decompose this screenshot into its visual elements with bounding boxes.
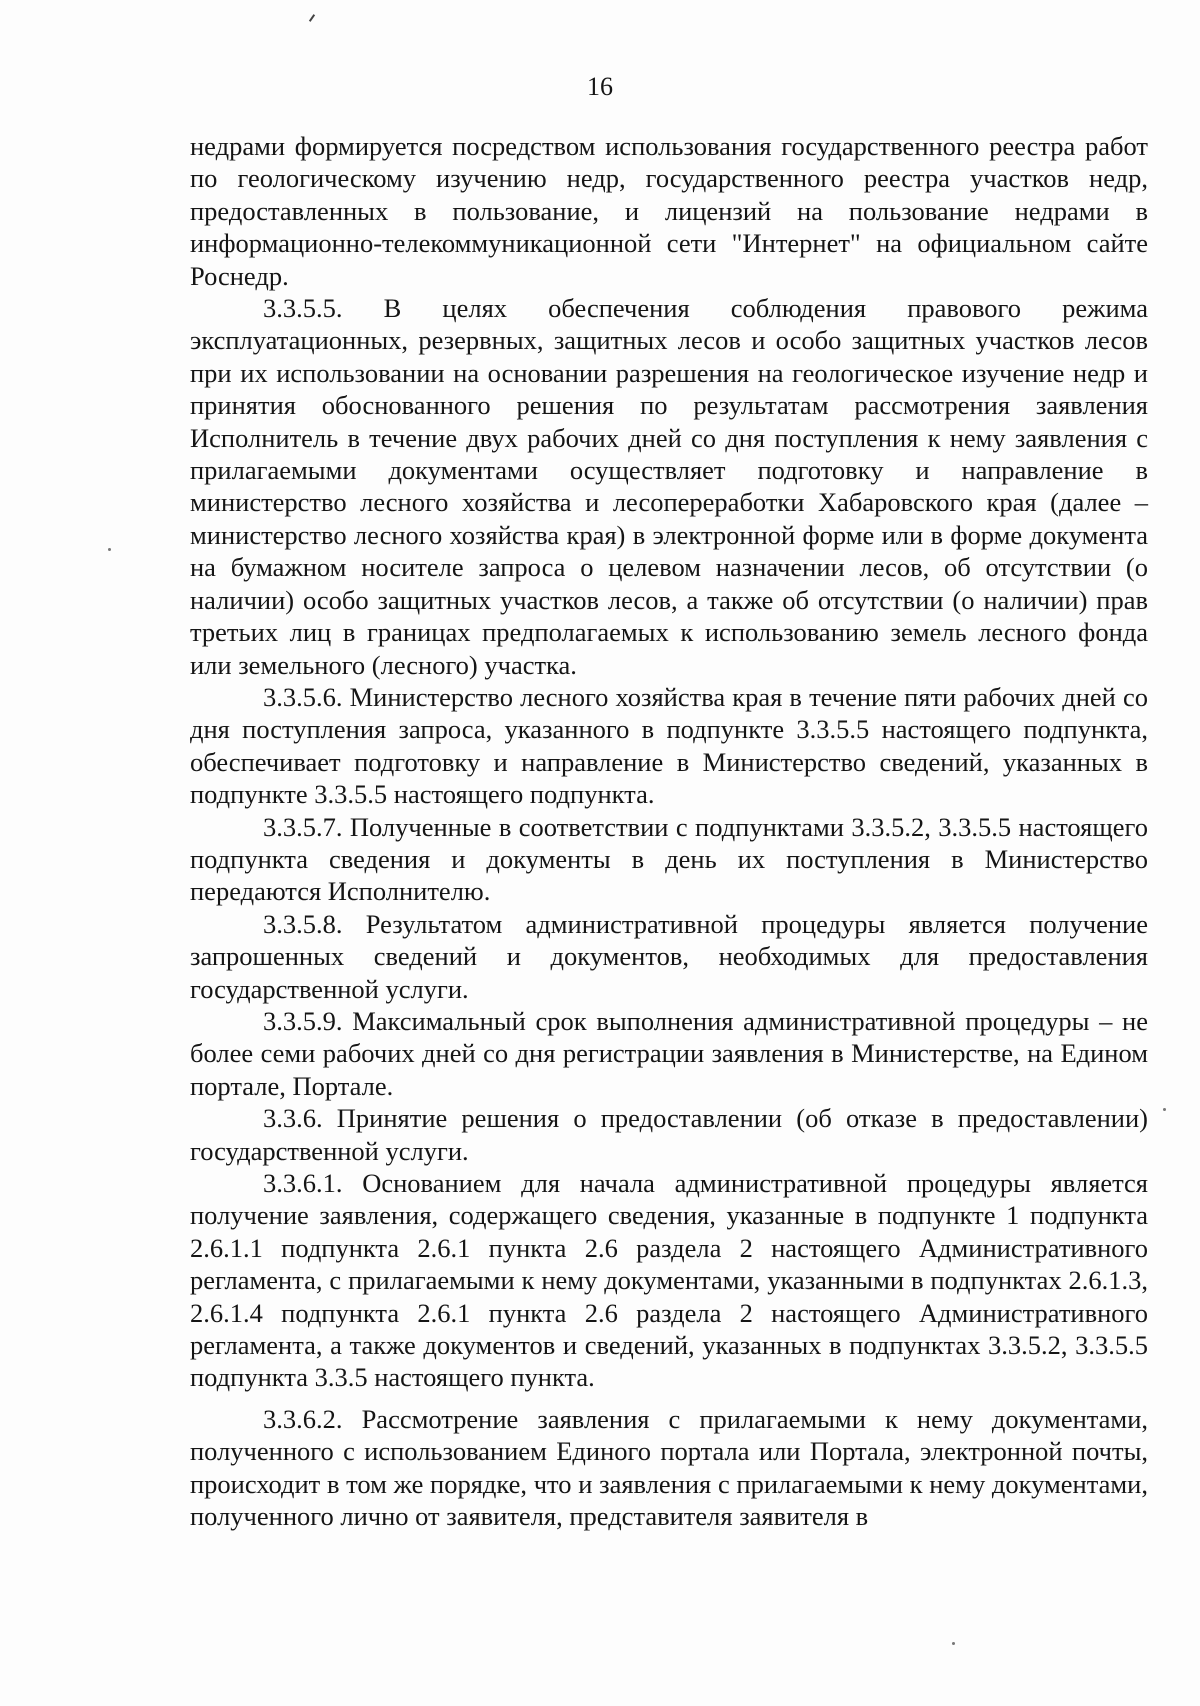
paragraph-3-3-5-6: 3.3.5.6. Министерство лесного хозяйства края в течение пяти рабочих дней со дня поступления запроса, указанного в подпункте 3.3.5.5 настоящего подпункта, обеспечивает подготовку и направление в Министерство сведений, указанных в подпункте 3.3.5.5 настоящего подпункта. (190, 681, 1148, 810)
scan-mark (309, 14, 315, 22)
scan-speck (1163, 1108, 1166, 1111)
scan-speck (952, 1642, 955, 1645)
page-number: 16 (587, 72, 613, 101)
paragraph-continuation: недрами формируется посредством использования государственного реестра работ по геологическому изучению недр, государственного реестра участков недр, предоставленных в пользование, и лицензий на пользование недрами в информационно-телекоммуникационной сети "Интернет" на официальном сайте Роснедр. (190, 131, 1148, 291)
scan-speck (108, 548, 111, 551)
paragraph-3-3-6-2: 3.3.6.2. Рассмотрение заявления с прилагаемыми к нему документами, полученного с использованием Единого портала или Портала, электронной почты, происходит в том же порядке, что и заявления с прилагаемыми к нему документами, полученного лично от заявителя, представителя заявителя в (190, 1403, 1148, 1532)
paragraph-3-3-5-8: 3.3.5.8. Результатом административной процедуры является получение запрошенных сведений и документов, необходимых для предоставления государственной услуги. (190, 908, 1148, 1004)
paragraph-3-3-5-9: 3.3.5.9. Максимальный срок выполнения административной процедуры – не более семи рабочих дней со дня регистрации заявления в Министерстве, на Едином портале, Портале. (190, 1005, 1148, 1101)
document-body (190, 130, 1148, 1532)
paragraph-3-3-5-5: 3.3.5.5. В целях обеспечения соблюдения правового режима эксплуатационных, резервных, защитных лесов и особо защитных участков лесов при их использовании на основании разрешения на геологическое изучение недр и принятия обоснованного решения по результатам рассмотрения заявления Исполнитель в течение двух рабочих дней со дня поступления к нему заявления с прилагаемыми документами осуществляет подготовку и направление в министерство лесного хозяйства и лесопереработки Хабаровского края (далее – министерство лесного хозяйства края) в электронной форме или в форме документа на бумажном носителе запроса о целевом назначении лесов, об отсутствии (о наличии) особо защитных участков лесов, а также об отсутствии (о наличии) прав третьих лиц в границах предполагаемых к использованию земель лесного фонда или земельного (лесного) участка. (190, 293, 1148, 680)
paragraph-3-3-5-7: 3.3.5.7. Полученные в соответствии с подпунктами 3.3.5.2, 3.3.5.5 настоящего подпункта сведения и документы в день их поступления в Министерство передаются Исполнителю. (190, 811, 1148, 907)
paragraph-3-3-6: 3.3.6. Принятие решения о предоставлении (об отказе в предоставлении) государственной услуги. (190, 1103, 1148, 1166)
paragraph-3-3-6-1: 3.3.6.1. Основанием для начала административной процедуры является получение заявления, содержащего сведения, указанные в подпункте 1 подпункта 2.6.1.1 подпункта 2.6.1 пункта 2.6 раздела 2 настоящего Административного регламента, с прилагаемыми к нему документами, указанными в подпунктах 2.6.1.3, 2.6.1.4 подпункта 2.6.1 пункта 2.6 раздела 2 настоящего Административного регламента, а также документов и сведений, указанных в подпунктах 3.3.5.2, 3.3.5.5 подпункта 3.3.5 настоящего пункта. (190, 1168, 1148, 1393)
